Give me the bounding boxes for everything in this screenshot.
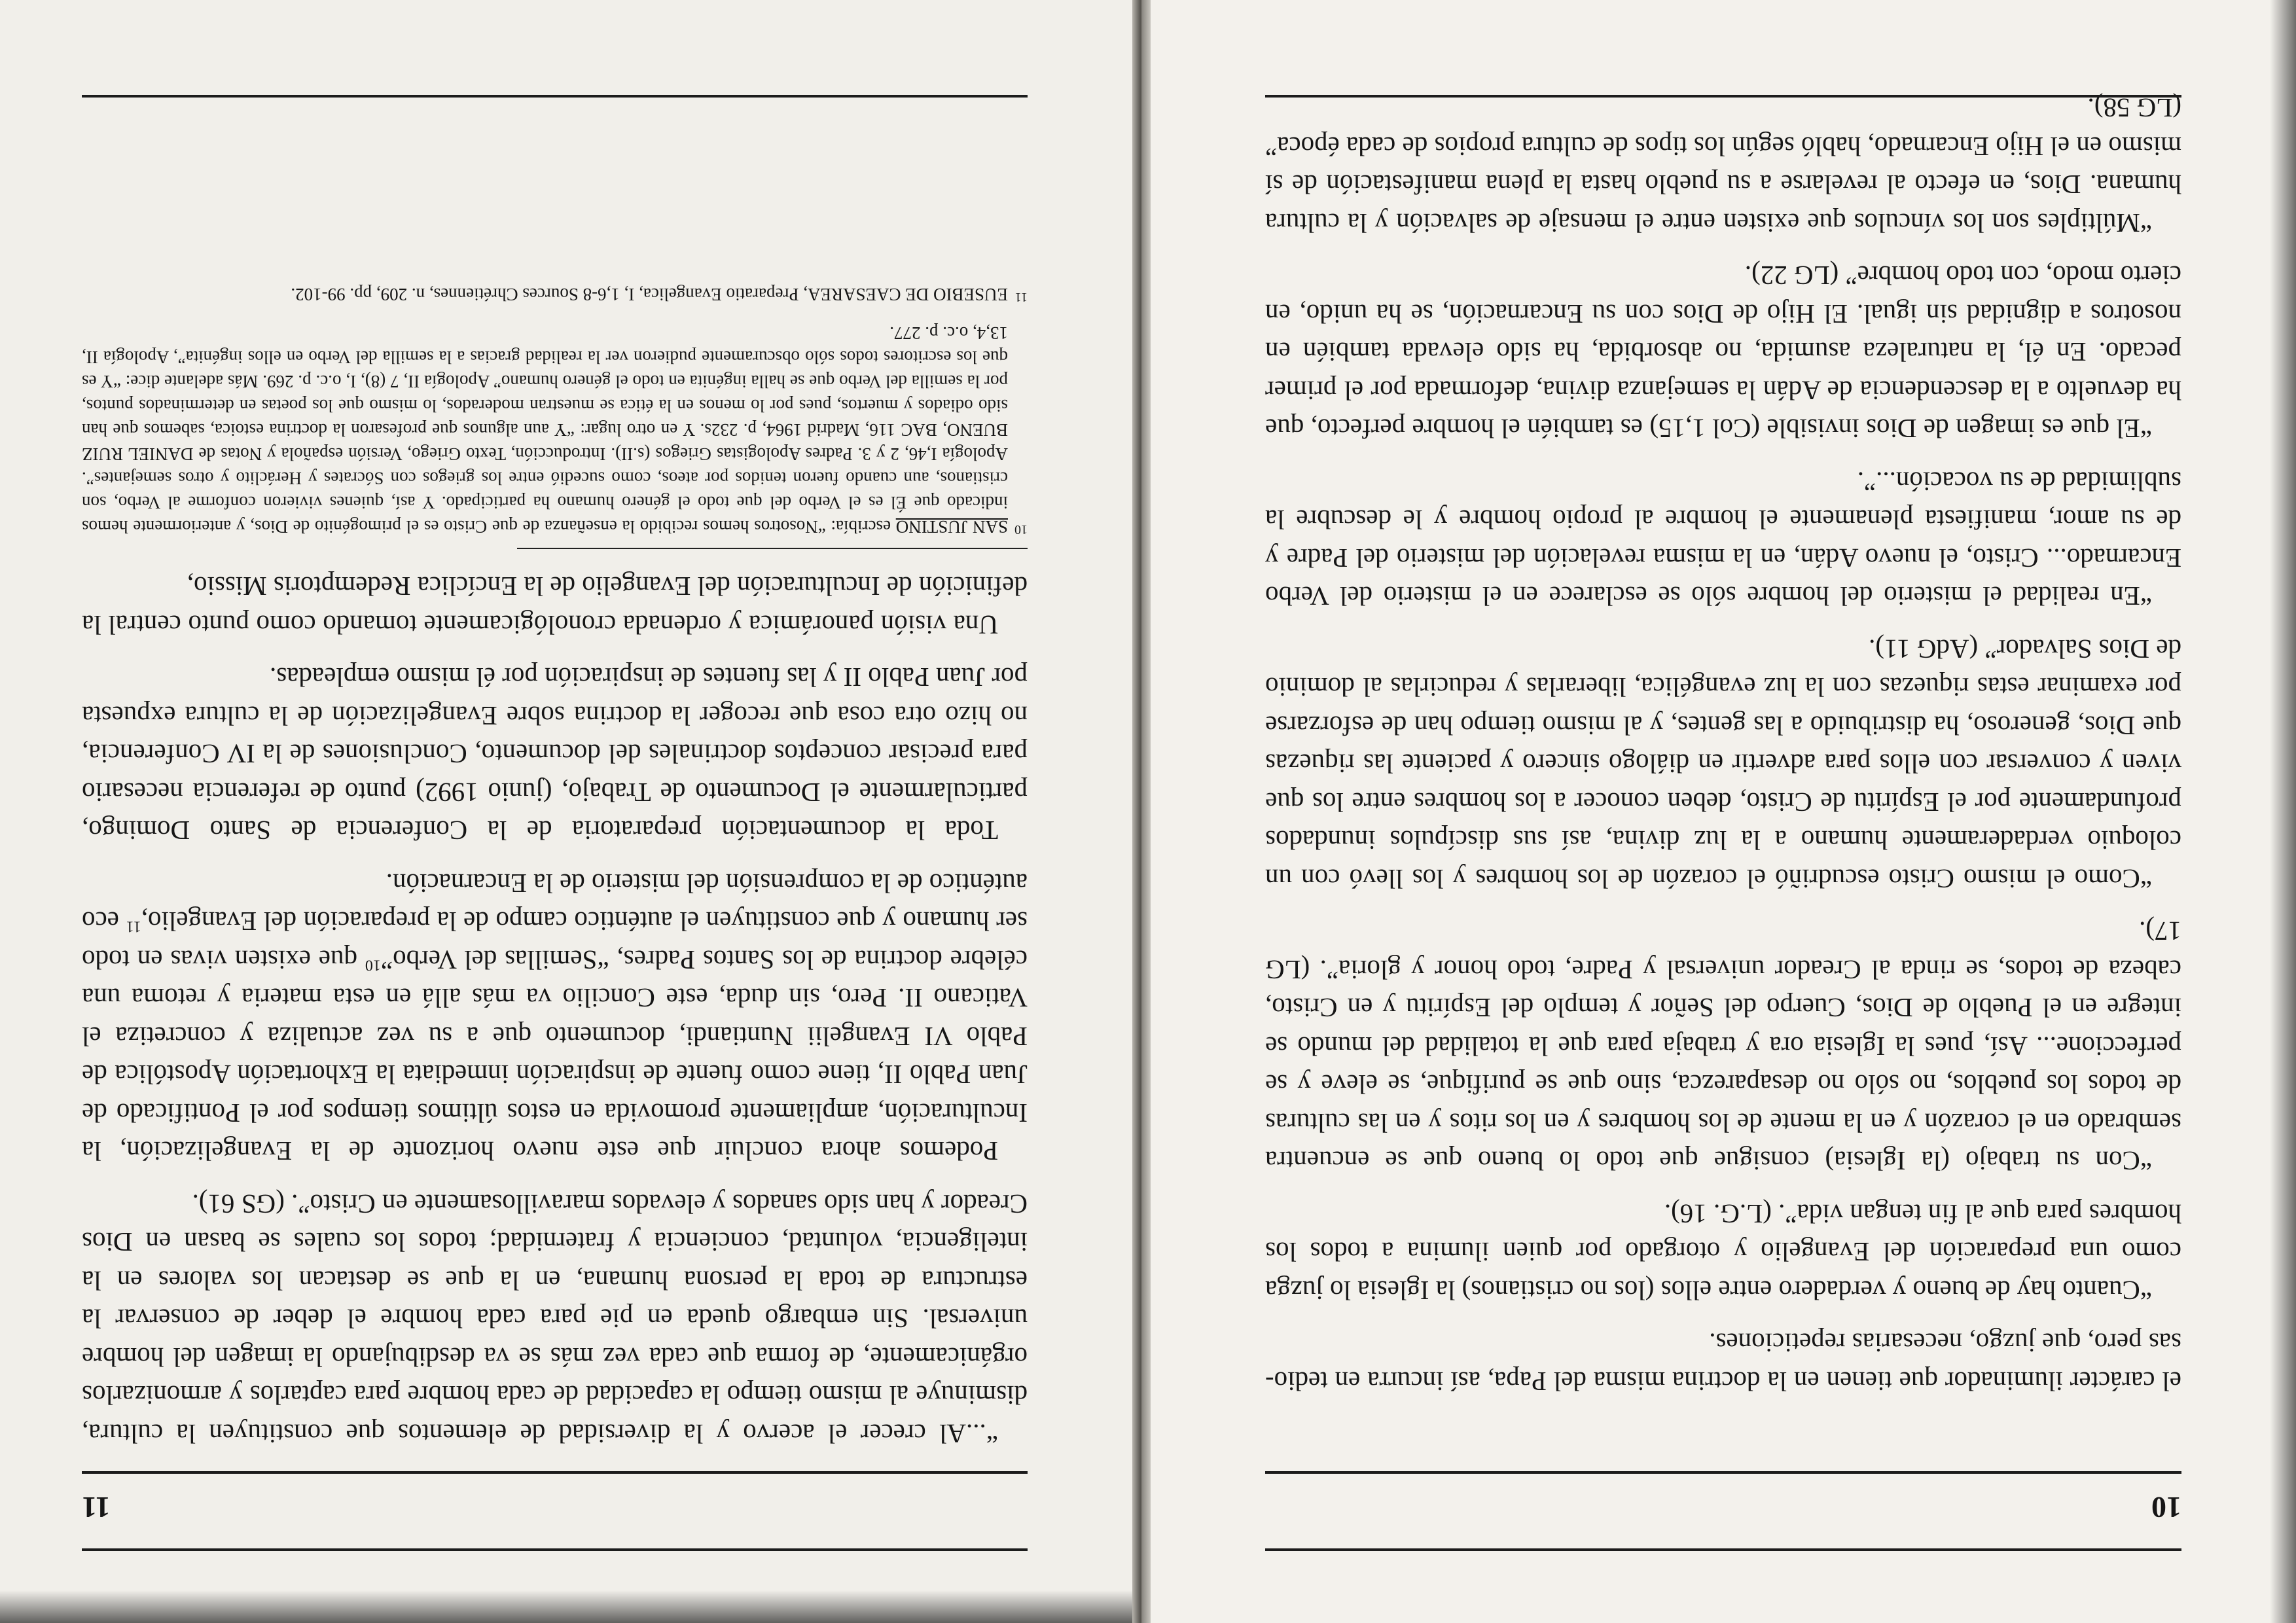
footnote-ref: 11 (126, 918, 141, 936)
page-edge-shadow (2270, 0, 2296, 1623)
footnote (82, 321, 1028, 539)
body-paragraph: Toda la documentación preparatoria de la Conferencia de Santo Domingo, particularmente el Documento de Trabajo, (junio 1992) punto de referencia necesario para precisar conceptos doctrinales del documento, Conclusiones de la IV Conferencia, no hizo otra cosa que recoger la doctrina sobre Evangelización de la cultura expuesta por Juan Pablo II y las fuentes de inspiración por él mismo empleadas. (82, 662, 1028, 846)
footnote-ref: 10 (365, 956, 381, 974)
footnote-text: escribía: “Nosotros hemos recibido la enseñanza de que Cristo es el primogénito de Dios, y anteriormente hemos indicado que Él es el Verbo del que todo el género humano ha participado. Y así, quienes vivieron conforme al Verbo, son cristianos, aun cuando fueron tenidos por ateos, como sucedió entre los griegos con Sócrates y Heráclito y otros semejantes”. Apología I,46, 2 y 3. Padres Apologistas Griegos (s.II). Introducción, Texto Griego, Versión española y Notas de DANIEL RUIZ BUENO, BAC 116, Madrid 1964, p. 232s. Y en otro lugar: “Y aun algunos que profesaron la doctrina estoica, sabemos que han sido odiados y muertos, pues por lo menos en la ética se muestran moderados, lo mismo que los poetas en determinados puntos, por la semilla del Verbo que se halla ingénita en todo el género humano” Apología II, 7 (8), I, o.c. p. 269. Más adelante dice: “Y es que los escritores todos sólo obscuramente pudieron ver la realidad gracias a la semilla del Verbo en ellos ingénita”, Apología II, 13,4, o.c. p. 277. (82, 323, 1008, 537)
page-number: 10 (2151, 1491, 2181, 1524)
text-run: que existen vivas en todo ser humano y que constituyen el auténtico campo de la preparación del Evangelio, (82, 906, 1028, 975)
header-rule-top (82, 1548, 1028, 1551)
footnote (82, 282, 1028, 306)
page-body (82, 268, 1028, 1453)
footnotes (82, 282, 1028, 549)
body-paragraph: Una visión panorámica y ordenada cronológicamente tomando como punto central la definición de Inculturación del Evangelio de la Encíclica Redemptoris Missio, (82, 571, 1028, 640)
text-run: eco auténtico de la comprensión del misterio de la Encarnación. (82, 868, 1028, 937)
footnote-author: EUSEBIO DE CAESAREA (807, 285, 1008, 304)
header-rule-bottom (82, 1471, 1028, 1474)
footnote-text: , Preparatio Evangelica, I, 1,6-8 Sources Chrétiennes, n. 209, pp. 99-102. (291, 285, 808, 304)
page-header (1265, 1471, 2181, 1551)
footnote-number: 11 (1014, 290, 1028, 304)
footnote-author: SAN JUSTINO (895, 517, 1008, 537)
quote-paragraph: “Cuanto hay de bueno y verdadero entre ellos (los no cristianos) la Iglesia lo juzga como una preparación del Evangelio y otorgado por quien ilumina a todos los hombres para que al fin tengan vida”. (L.G. 16). (1265, 1199, 2181, 1306)
quote-paragraph: “Como el mismo Cristo escudriñó el corazón de los hombres y los llevó con un coloquio verdaderamente humano a la luz divina, así sus discípulos inundados profundamente por el Espíritu de Cristo, deben conocer a los hombres entre los que viven y conversar con ellos para advertir en diálogo sincero y paciente las riquezas que Dios, generoso, ha distribuido a las gentes, y al mismo tiempo han de esforzarse por examinar estas riquezas con la luz evangélica, liberarlas y reducirlas al dominio de Dios Salvador” (AdG 11). (1265, 634, 2181, 894)
footer-rule (82, 95, 1028, 98)
footnote-rule (517, 548, 1028, 549)
quote-paragraph: “...Al crecer el acervo y la diversidad de elementos que constituyen la cultura, disminuye al mismo tiempo la capacidad de cada hombre para captarlos y armonizarlos orgánicamente, de forma que cada vez más se va desdibujando la imagen del hombre universal. Sin embargo queda en pie para cada hombre el deber de conservar la estructura de toda la persona humana, en la que se destacan los valores en la inteligencia, voluntad, conciencia y fraternidad; todos los cuales se basan en Dios Creador y han sido sanados y elevados maravillosamente en Cristo”. (GS 61). (82, 1189, 1028, 1449)
page-edge-shadow (0, 1590, 1132, 1623)
page-header (82, 1471, 1028, 1551)
footer-rule (1265, 95, 2181, 98)
text-run: Podemos ahora concluir que este nuevo horizonte de la Evangelización, la Inculturación, ampliamente promovida en estos últimos tiempos por el Pontificado de Juan Pablo II, tiene como fuente de inspiración inmediata la Exhortación Apostólica de Pablo VI Evangelii Nuntiandi, documento que a su vez actualiza y concretiza el Vaticano II. Pero, sin duda, este Concilio va más allá en esta materia y retoma una célebre doctrina de los Santos Padres, “Semillas del Verbo” (82, 945, 1028, 1167)
right-page (0, 0, 1132, 1623)
quote-paragraph: “Con su trabajo (la Iglesia) consigue que todo lo bueno que se encuentra sembrado en el corazón y en la mente de los hombres y en los ritos y en las culturas de todos los pueblos, no sólo no desaparezca, sino que se purifique, se eleve y se perfeccione... Así, pues la Iglesia ora y trabaja para que la totalidad del mundo se integre en el Pueblo de Dios, Cuerpo del Señor y templo del Espíritu y en Cristo, cabeza de todos, se rinda al Creador universal y Padre, todo honor y gloria”. (LG 17). (1265, 916, 2181, 1177)
quote-paragraph: “Múltiples son los vínculos que existen entre el mensaje de salvación y la cultura humana. Dios, en efecto al revelarse a su pueblo hasta la plena manifestación de sí mismo en el Hijo Encarnado, habló según los tipos de cultura propios de cada época” (LG 58). (1265, 93, 2181, 238)
quote-paragraph: “El que es imagen de Dios invisible (Col 1,15) es también el hombre perfecto, que ha devuelto a la descendencia de Adán la semejanza divina, deformada por el primer pecado. En él, la naturaleza asumida, no absorbida, ha sido elevada también en nosotros a dignidad sin igual. El Hijo de Dios con su Encarnación, se ha unido, en cierto modo, con todo hombre” (LG 22). (1265, 260, 2181, 444)
book-gutter (1132, 0, 1151, 1623)
body-paragraph (82, 865, 1028, 1171)
page-number: 11 (82, 1491, 111, 1524)
footnote-number: 10 (1014, 522, 1028, 537)
body-paragraph: el carácter iluminador que tienen en la doctrina misma del Papa, así incurra en tedio-sas pero, que juzgo, necesarias repeticiones. (1265, 1328, 2181, 1397)
left-page (1151, 0, 2296, 1623)
page-body (1265, 75, 2181, 1400)
header-rule-top (1265, 1548, 2181, 1551)
quote-paragraph: “En realidad el misterio del hombre sólo se esclarece en el misterio del Verbo Encarnado... Cristo, el nuevo Adán, en la misma revelación del misterio del Padre y de su amor, manifiesta plenamente el hombre al propio hombre y le descubre la sublimidad de su vocación...”. (1265, 467, 2181, 612)
header-rule-bottom (1265, 1471, 2181, 1474)
